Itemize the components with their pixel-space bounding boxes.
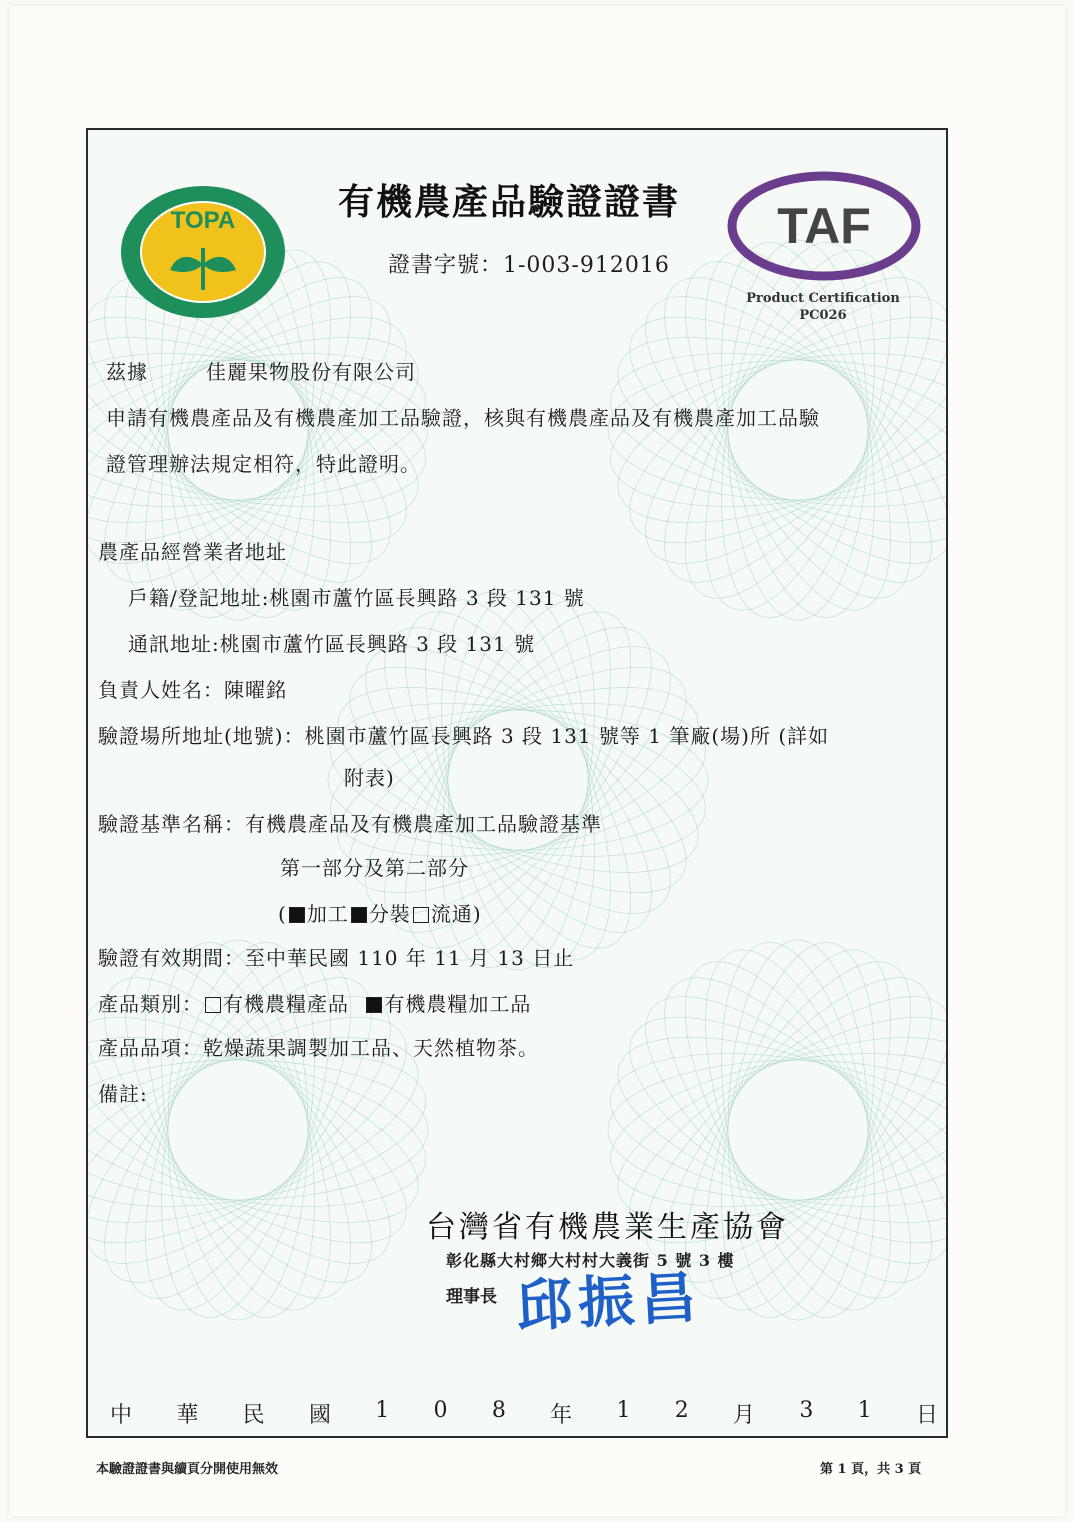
guilloche-line [667,928,929,1333]
date-char: 1 [616,1398,631,1423]
registered-address: 戶籍/登記地址:桃園市蘆竹區長興路 3 段 131 號 [128,586,585,610]
date-char: 1 [857,1398,872,1423]
date-char: 日 [915,1403,938,1428]
topa-ring-text [88,130,89,131]
operator-address-heading: 農產品經營業者地址 [98,540,287,564]
certificate-title: 有機農產品驗證證書 [338,181,681,223]
site-address-line-1: 驗證場所地址(地號)：桃園市蘆竹區長興路 3 段 131 號等 1 筆廠(場)所 (詳如 [98,724,830,748]
date-char: 華 [176,1403,199,1428]
mailing-address: 通訊地址:桃園市蘆竹區長興路 3 段 131 號 [128,632,536,656]
processed-category-checkbox [366,997,382,1013]
scope-open-paren: ( [278,902,287,926]
crop-category-checkbox [205,997,221,1013]
date-char: 中 [110,1403,133,1428]
issuer-address: 彰化縣大村鄉大村村大義街 5 號 3 樓 [446,1251,735,1270]
taf-logo-text: TAF [777,198,871,254]
date-char: 2 [674,1398,689,1423]
date-char: 1 [375,1398,390,1423]
date-char: 8 [491,1398,506,1423]
footer-page-number: 第 1 頁，共 3 頁 [820,1462,922,1477]
scope-processing-checkbox [289,907,305,923]
scope-processing-label: 加工 [306,902,349,926]
date-char: 3 [799,1398,814,1423]
company-name: 佳麗果物股份有限公司 [206,360,416,384]
issue-date-row [88,1398,946,1429]
site-address-line-2: 附表) [344,766,395,790]
guilloche-line [667,928,929,1333]
product-category [98,988,531,1017]
certificate-frame [86,128,948,1438]
date-char: 國 [308,1403,331,1428]
product-items: 產品品項：乾燥蔬果調製加工品、天然植物茶。 [98,1036,539,1060]
standard-name-line-2: 第一部分及第二部分 [280,856,469,880]
scope-distribution-checkbox [413,907,429,923]
taf-caption [728,290,918,324]
remarks: 備註: [98,1082,148,1106]
footer-notice: 本驗證證書與續頁分開使用無效 [96,1462,279,1477]
scope-distribution-label: 流通 [430,902,473,926]
date-char: 年 [550,1403,573,1428]
guilloche-line [728,940,868,1320]
date-char: 民 [242,1403,265,1428]
scope-packing-label: 分裝 [368,902,411,926]
chair-signature: 邱振昌 [514,1265,704,1340]
taf-logo [726,168,922,284]
scope-checkboxes [278,898,482,927]
statement-line-1: 申請有機農產品及有機農產加工品驗證，核與有機農產品及有機農產加工品驗 [106,406,820,430]
chair-title: 理事長 [446,1287,497,1307]
certificate-number: 證書字號：1-003-912016 [388,253,670,278]
scope-packing-checkbox [351,907,367,923]
taf-caption-line-2: PC026 [799,308,847,323]
date-char: 月 [733,1403,756,1428]
taf-caption-line-1: Product Certification [746,291,900,306]
date-char: 0 [433,1398,448,1423]
standard-name-line-1: 驗證基準名稱：有機農產品及有機農產加工品驗證基準 [98,812,602,836]
by-label: 茲據 [106,360,148,384]
topa-logo [118,182,288,322]
topa-logo-text: TOPA [170,207,236,234]
statement-line-2: 證管理辦法規定相符，特此證明。 [106,452,421,476]
processed-category-label: 有機農糧加工品 [384,992,532,1016]
validity-period: 驗證有效期間：至中華民國 110 年 11 月 13 日止 [98,946,575,970]
scope-close-paren: ) [472,902,482,926]
responsible-person: 負責人姓名：陳曜銘 [98,678,287,702]
product-category-label: 產品類別： [98,992,203,1016]
crop-category-label: 有機農糧產品 [223,992,349,1016]
issuer-name: 台灣省有機農業生產協會 [426,1210,789,1245]
